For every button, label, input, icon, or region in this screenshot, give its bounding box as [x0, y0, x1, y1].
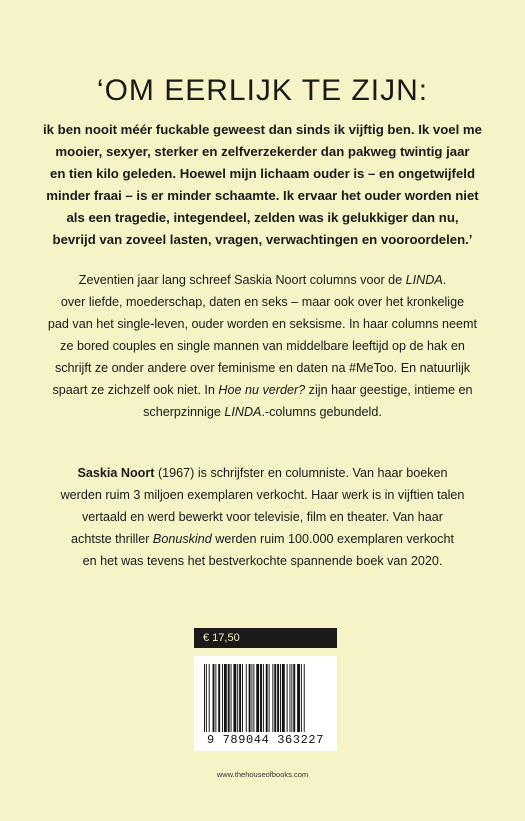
text-span: zijn haar geestige, intieme en: [305, 383, 473, 397]
book-title: Hoe nu verder?: [218, 383, 306, 397]
barcode-panel: [194, 656, 337, 751]
barcode-bar: [301, 664, 302, 732]
publisher-website: www.thehouseofbooks.com: [216, 770, 309, 779]
barcode-bar: [209, 664, 210, 732]
para-line: [40, 269, 485, 291]
barcode-bar: [233, 664, 236, 732]
para-line: [40, 528, 485, 550]
quote-line: ik ben nooit méér fuckable geweest dan sinds ik vijftig ben. Ik voel me: [43, 122, 482, 137]
barcode-bar: [237, 664, 238, 732]
text-span: werden ruim 100.000 exemplaren verkocht: [211, 532, 454, 546]
text-span: spaart ze zichzelf ook niet. In: [52, 383, 219, 397]
barcode-bar: [218, 664, 220, 732]
para-line: ze bored couples en single mannen van middelbare leeftijd op de hak en: [60, 339, 465, 353]
text-span: (1967) is schrijfster en columniste. Van haar boeken: [154, 466, 448, 480]
book-title: Bonuskind: [152, 532, 212, 546]
text-span: achtste thriller: [71, 532, 153, 546]
isbn-number: 9 789044 363227: [206, 733, 325, 747]
para-line: over liefde, moederschap, daten en seks – maar ook over het kronkelige: [60, 295, 465, 309]
magazine-title: LINDA: [224, 405, 262, 419]
barcode-bar: [263, 664, 264, 732]
para-line: schrijft ze onder andere over feminisme en daten na #MeToo. En natuurlijk: [54, 361, 471, 375]
barcode-bar: [260, 664, 262, 732]
para-line: en het was tevens het bestverkochte spannende boek van 2020.: [82, 554, 443, 568]
text-span: scherpzinnige: [143, 405, 225, 419]
text-span: .: [442, 273, 447, 287]
barcode-bar: [304, 664, 305, 732]
barcode-bar: [297, 664, 300, 732]
text-span: .-columns gebundeld.: [261, 405, 382, 419]
barcode-bar: [228, 664, 230, 732]
barcode-bar: [252, 664, 253, 732]
barcode-bar: [256, 664, 259, 732]
barcode-bar: [204, 664, 205, 732]
barcode-bar: [272, 664, 273, 732]
barcode-bar: [231, 664, 232, 732]
price-label: € 17,50: [194, 628, 337, 648]
barcode-bar: [280, 664, 281, 732]
barcode-bar: [290, 664, 291, 732]
magazine-title: LINDA: [405, 273, 443, 287]
para-line: vertaald en werd bewerkt voor televisie, film en theater. Van haar: [82, 510, 443, 524]
barcode-bar: [277, 664, 279, 732]
author-name: Saskia Noort: [77, 466, 155, 480]
quote-line: mooier, sexyer, sterker en zelfverzekerder dan pakweg twintig jaar: [55, 144, 470, 159]
description-paragraph: [40, 269, 485, 423]
barcode-bar: [224, 664, 227, 732]
barcode-bar: [266, 664, 268, 732]
barcode-bar: [287, 664, 288, 732]
quote-line: bevrijd van zoveel lasten, vragen, verwachtingen en vooroordelen.’: [52, 232, 473, 247]
author-bio-paragraph: [40, 462, 485, 572]
headline: ‘OM EERLIJK TE ZIJN:: [96, 74, 429, 107]
text-span: Zeventien jaar lang schreef Saskia Noort columns voor de: [78, 273, 406, 287]
para-line: [40, 379, 485, 401]
barcode-bar: [206, 664, 207, 732]
barcode-bar: [213, 664, 215, 732]
para-line: [40, 462, 485, 484]
quote-line: als een tragedie, integendeel, zelden was ik gelukkiger dan nu,: [66, 210, 459, 225]
barcode-bar: [282, 664, 285, 732]
para-line: [40, 401, 485, 423]
barcode-bar: [222, 664, 223, 732]
barcode-bar: [239, 664, 241, 732]
para-line: pad van het single-leven, ouder worden en seksisme. In haar columns neemt: [47, 317, 478, 331]
barcode-bar: [249, 664, 251, 732]
barcode-bar: [215, 664, 216, 732]
barcode-bar: [293, 664, 295, 732]
para-line: werden ruim 3 miljoen exemplaren verkocht. Haar werk is in vijftien talen: [60, 488, 465, 502]
barcode-icon: [204, 664, 327, 732]
barcode-bar: [242, 664, 243, 732]
barcode-bar: [291, 664, 292, 732]
barcode-bar: [269, 664, 270, 732]
barcode-bar: [274, 664, 276, 732]
barcode-bar: [253, 664, 254, 732]
quote-line: en tien kilo geleden. Hoewel mijn lichaam ouder is – en ongetwijfeld: [49, 166, 476, 181]
pull-quote: [40, 119, 485, 251]
quote-line: minder fraai – is er minder schaamte. Ik ervaar het ouder worden niet: [46, 188, 479, 203]
barcode-bar: [246, 664, 247, 732]
